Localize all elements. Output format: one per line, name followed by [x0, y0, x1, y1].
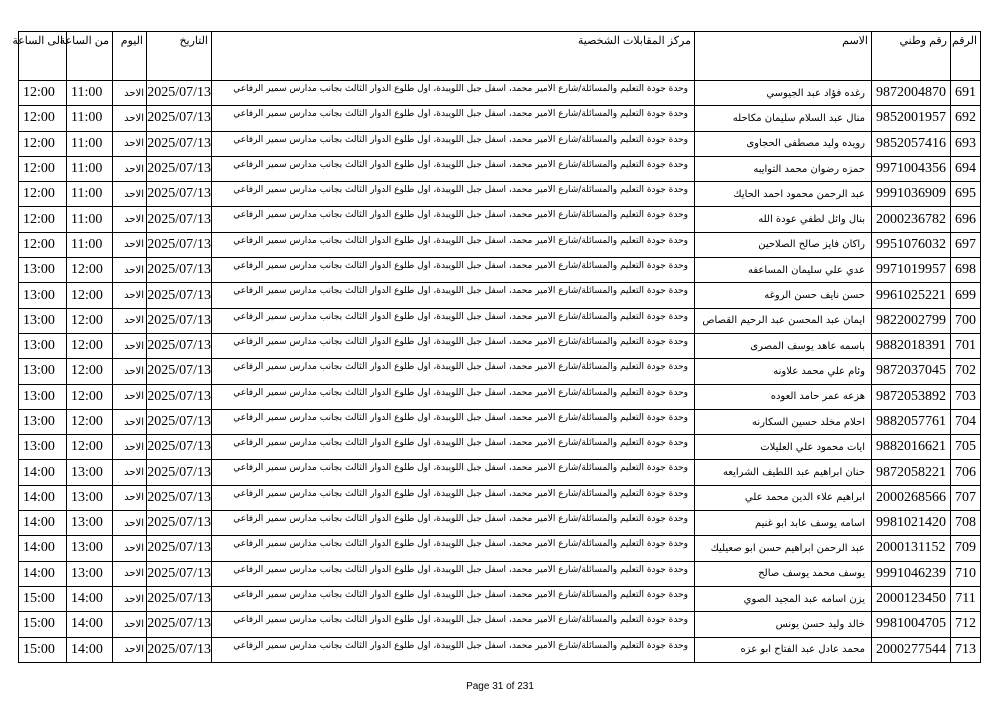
name-cell: اسامه يوسف عابد ابو غنيم [695, 511, 872, 536]
table-row [19, 536, 981, 561]
date-cell: 2025/07/13 [147, 586, 212, 611]
row-number-cell: 711 [951, 586, 981, 611]
to-time-cell: 13:00 [19, 308, 67, 333]
row-number-cell: 713 [951, 637, 981, 662]
row-number-cell: 691 [951, 81, 981, 106]
from-time-cell: 12:00 [67, 359, 113, 384]
day-cell: الاحد [113, 435, 147, 460]
row-number-cell: 706 [951, 460, 981, 485]
from-time-cell: 12:00 [67, 384, 113, 409]
name-cell: راكان فايز صالح الصلاحين [695, 232, 872, 257]
interview-center-cell: وحدة جودة التعليم والمسائلة/شارع الامير محمد، اسفل جبل اللويبدة، اول طلوع الدوار الثالث بجانب مدارس سمير الرفاعي [212, 384, 695, 409]
date-cell: 2025/07/13 [147, 81, 212, 106]
date-cell: 2025/07/13 [147, 106, 212, 131]
header-from: من الساعة [67, 32, 113, 81]
day-cell: الاحد [113, 612, 147, 637]
interview-center-cell: وحدة جودة التعليم والمسائلة/شارع الامير محمد، اسفل جبل اللويبدة، اول طلوع الدوار الثالث بجانب مدارس سمير الرفاعي [212, 359, 695, 384]
day-cell: الاحد [113, 182, 147, 207]
row-number-cell: 708 [951, 511, 981, 536]
date-cell: 2025/07/13 [147, 612, 212, 637]
to-time-cell: 13:00 [19, 258, 67, 283]
day-cell: الاحد [113, 308, 147, 333]
table-row [19, 612, 981, 637]
from-time-cell: 13:00 [67, 460, 113, 485]
date-cell: 2025/07/13 [147, 207, 212, 232]
name-cell: باسمه عاهد يوسف المصرى [695, 333, 872, 358]
interview-center-cell: وحدة جودة التعليم والمسائلة/شارع الامير محمد، اسفل جبل اللويبدة، اول طلوع الدوار الثالث بجانب مدارس سمير الرفاعي [212, 409, 695, 434]
from-time-cell: 11:00 [67, 131, 113, 156]
name-cell: حمزه رضوان محمد التوايبه [695, 156, 872, 181]
row-number-cell: 692 [951, 106, 981, 131]
to-time-cell: 14:00 [19, 561, 67, 586]
day-cell: الاحد [113, 359, 147, 384]
day-cell: الاحد [113, 460, 147, 485]
date-cell: 2025/07/13 [147, 131, 212, 156]
header-num: الرقم [951, 32, 981, 81]
day-cell: الاحد [113, 409, 147, 434]
name-cell: رويده وليد مصطفى الحجاوى [695, 131, 872, 156]
interview-center-cell: وحدة جودة التعليم والمسائلة/شارع الامير محمد، اسفل جبل اللويبدة، اول طلوع الدوار الثالث بجانب مدارس سمير الرفاعي [212, 485, 695, 510]
interview-center-cell: وحدة جودة التعليم والمسائلة/شارع الامير محمد، اسفل جبل اللويبدة، اول طلوع الدوار الثالث بجانب مدارس سمير الرفاعي [212, 156, 695, 181]
interview-center-cell: وحدة جودة التعليم والمسائلة/شارع الامير محمد، اسفل جبل اللويبدة، اول طلوع الدوار الثالث بجانب مدارس سمير الرفاعي [212, 207, 695, 232]
day-cell: الاحد [113, 536, 147, 561]
interview-center-cell: وحدة جودة التعليم والمسائلة/شارع الامير محمد، اسفل جبل اللويبدة، اول طلوع الدوار الثالث بجانب مدارس سمير الرفاعي [212, 308, 695, 333]
national-id-cell: 9981004705 [872, 612, 951, 637]
from-time-cell: 12:00 [67, 283, 113, 308]
name-cell: احلام مخلد حسين السكارنه [695, 409, 872, 434]
national-id-cell: 9991046239 [872, 561, 951, 586]
national-id-cell: 9852001957 [872, 106, 951, 131]
national-id-cell: 9882016621 [872, 435, 951, 460]
date-cell: 2025/07/13 [147, 511, 212, 536]
to-time-cell: 12:00 [19, 182, 67, 207]
date-cell: 2025/07/13 [147, 308, 212, 333]
row-number-cell: 700 [951, 308, 981, 333]
from-time-cell: 11:00 [67, 207, 113, 232]
table-row [19, 409, 981, 434]
row-number-cell: 710 [951, 561, 981, 586]
table-row [19, 333, 981, 358]
name-cell: عدي علي سليمان المساعفه [695, 258, 872, 283]
table-row [19, 511, 981, 536]
day-cell: الاحد [113, 333, 147, 358]
day-cell: الاحد [113, 384, 147, 409]
from-time-cell: 13:00 [67, 511, 113, 536]
table-row [19, 637, 981, 662]
row-number-cell: 712 [951, 612, 981, 637]
row-number-cell: 696 [951, 207, 981, 232]
header-row [19, 32, 981, 81]
to-time-cell: 12:00 [19, 232, 67, 257]
row-number-cell: 695 [951, 182, 981, 207]
date-cell: 2025/07/13 [147, 232, 212, 257]
name-cell: ايمان عبد المحسن عبد الرحيم القصاص [695, 308, 872, 333]
table-row [19, 182, 981, 207]
interview-center-cell: وحدة جودة التعليم والمسائلة/شارع الامير محمد، اسفل جبل اللويبدة، اول طلوع الدوار الثالث بجانب مدارس سمير الرفاعي [212, 182, 695, 207]
national-id-cell: 9981021420 [872, 511, 951, 536]
date-cell: 2025/07/13 [147, 333, 212, 358]
day-cell: الاحد [113, 485, 147, 510]
row-number-cell: 698 [951, 258, 981, 283]
national-id-cell: 2000268566 [872, 485, 951, 510]
from-time-cell: 12:00 [67, 308, 113, 333]
from-time-cell: 13:00 [67, 536, 113, 561]
day-cell: الاحد [113, 586, 147, 611]
header-date: التاريخ [147, 32, 212, 81]
from-time-cell: 14:00 [67, 637, 113, 662]
name-cell: ابراهيم علاء الدين محمد علي [695, 485, 872, 510]
interview-center-cell: وحدة جودة التعليم والمسائلة/شارع الامير محمد، اسفل جبل اللويبدة، اول طلوع الدوار الثالث بجانب مدارس سمير الرفاعي [212, 637, 695, 662]
date-cell: 2025/07/13 [147, 637, 212, 662]
to-time-cell: 12:00 [19, 207, 67, 232]
table-body [19, 81, 981, 663]
national-id-cell: 9882018391 [872, 333, 951, 358]
date-cell: 2025/07/13 [147, 485, 212, 510]
date-cell: 2025/07/13 [147, 409, 212, 434]
day-cell: الاحد [113, 511, 147, 536]
header-name: الاسم [695, 32, 872, 81]
national-id-cell: 9971019957 [872, 258, 951, 283]
to-time-cell: 14:00 [19, 536, 67, 561]
national-id-cell: 9872053892 [872, 384, 951, 409]
row-number-cell: 704 [951, 409, 981, 434]
name-cell: عبد الرحمن محمود احمد الحايك [695, 182, 872, 207]
date-cell: 2025/07/13 [147, 561, 212, 586]
day-cell: الاحد [113, 283, 147, 308]
day-cell: الاحد [113, 106, 147, 131]
interview-center-cell: وحدة جودة التعليم والمسائلة/شارع الامير محمد، اسفل جبل اللويبدة، اول طلوع الدوار الثالث بجانب مدارس سمير الرفاعي [212, 536, 695, 561]
from-time-cell: 13:00 [67, 561, 113, 586]
header-national-id: رقم وطني [872, 32, 951, 81]
name-cell: وئام علي محمد علاونه [695, 359, 872, 384]
header-to: الى الساعة [19, 32, 67, 81]
name-cell: ايات محمود علي العليلات [695, 435, 872, 460]
table-row [19, 283, 981, 308]
row-number-cell: 707 [951, 485, 981, 510]
date-cell: 2025/07/13 [147, 156, 212, 181]
to-time-cell: 14:00 [19, 485, 67, 510]
to-time-cell: 13:00 [19, 333, 67, 358]
to-time-cell: 14:00 [19, 511, 67, 536]
to-time-cell: 15:00 [19, 586, 67, 611]
interview-center-cell: وحدة جودة التعليم والمسائلة/شارع الامير محمد، اسفل جبل اللويبدة، اول طلوع الدوار الثالث بجانب مدارس سمير الرفاعي [212, 435, 695, 460]
from-time-cell: 12:00 [67, 409, 113, 434]
table-row [19, 81, 981, 106]
name-cell: بنال وائل لطفي عودة الله [695, 207, 872, 232]
name-cell: هزعه عمر حامد العوده [695, 384, 872, 409]
row-number-cell: 693 [951, 131, 981, 156]
day-cell: الاحد [113, 156, 147, 181]
page-footer: Page 31 of 231 [466, 681, 534, 692]
from-time-cell: 12:00 [67, 333, 113, 358]
table-row [19, 586, 981, 611]
name-cell: عبد الرحمن ابراهيم حسن ابو صعيليك [695, 536, 872, 561]
from-time-cell: 11:00 [67, 232, 113, 257]
name-cell: رغده فؤاد عبد الجيوسي [695, 81, 872, 106]
row-number-cell: 705 [951, 435, 981, 460]
from-time-cell: 12:00 [67, 435, 113, 460]
table-row [19, 308, 981, 333]
interview-center-cell: وحدة جودة التعليم والمسائلة/شارع الامير محمد، اسفل جبل اللويبدة، اول طلوع الدوار الثالث بجانب مدارس سمير الرفاعي [212, 612, 695, 637]
interview-center-cell: وحدة جودة التعليم والمسائلة/شارع الامير محمد، اسفل جبل اللويبدة، اول طلوع الدوار الثالث بجانب مدارس سمير الرفاعي [212, 106, 695, 131]
interview-center-cell: وحدة جودة التعليم والمسائلة/شارع الامير محمد، اسفل جبل اللويبدة، اول طلوع الدوار الثالث بجانب مدارس سمير الرفاعي [212, 511, 695, 536]
national-id-cell: 9872037045 [872, 359, 951, 384]
row-number-cell: 703 [951, 384, 981, 409]
table-row [19, 258, 981, 283]
national-id-cell: 9991036909 [872, 182, 951, 207]
national-id-cell: 9882057761 [872, 409, 951, 434]
date-cell: 2025/07/13 [147, 384, 212, 409]
to-time-cell: 12:00 [19, 81, 67, 106]
to-time-cell: 13:00 [19, 359, 67, 384]
table-row [19, 131, 981, 156]
interview-center-cell: وحدة جودة التعليم والمسائلة/شارع الامير محمد، اسفل جبل اللويبدة، اول طلوع الدوار الثالث بجانب مدارس سمير الرفاعي [212, 131, 695, 156]
interview-center-cell: وحدة جودة التعليم والمسائلة/شارع الامير محمد، اسفل جبل اللويبدة، اول طلوع الدوار الثالث بجانب مدارس سمير الرفاعي [212, 283, 695, 308]
interview-center-cell: وحدة جودة التعليم والمسائلة/شارع الامير محمد، اسفل جبل اللويبدة، اول طلوع الدوار الثالث بجانب مدارس سمير الرفاعي [212, 232, 695, 257]
name-cell: يوسف محمد يوسف صالح [695, 561, 872, 586]
table-row [19, 384, 981, 409]
national-id-cell: 2000123450 [872, 586, 951, 611]
from-time-cell: 14:00 [67, 612, 113, 637]
from-time-cell: 13:00 [67, 485, 113, 510]
date-cell: 2025/07/13 [147, 536, 212, 561]
national-id-cell: 2000131152 [872, 536, 951, 561]
day-cell: الاحد [113, 207, 147, 232]
interview-center-cell: وحدة جودة التعليم والمسائلة/شارع الامير محمد، اسفل جبل اللويبدة، اول طلوع الدوار الثالث بجانب مدارس سمير الرفاعي [212, 333, 695, 358]
date-cell: 2025/07/13 [147, 460, 212, 485]
national-id-cell: 9872004870 [872, 81, 951, 106]
to-time-cell: 13:00 [19, 283, 67, 308]
interview-center-cell: وحدة جودة التعليم والمسائلة/شارع الامير محمد، اسفل جبل اللويبدة، اول طلوع الدوار الثالث بجانب مدارس سمير الرفاعي [212, 460, 695, 485]
interview-center-cell: وحدة جودة التعليم والمسائلة/شارع الامير محمد، اسفل جبل اللويبدة، اول طلوع الدوار الثالث بجانب مدارس سمير الرفاعي [212, 81, 695, 106]
table-row [19, 460, 981, 485]
date-cell: 2025/07/13 [147, 182, 212, 207]
from-time-cell: 11:00 [67, 106, 113, 131]
national-id-cell: 2000236782 [872, 207, 951, 232]
header-center: مركز المقابلات الشخصية [212, 32, 695, 81]
row-number-cell: 694 [951, 156, 981, 181]
date-cell: 2025/07/13 [147, 359, 212, 384]
from-time-cell: 12:00 [67, 258, 113, 283]
national-id-cell: 9852057416 [872, 131, 951, 156]
date-cell: 2025/07/13 [147, 283, 212, 308]
day-cell: الاحد [113, 131, 147, 156]
from-time-cell: 11:00 [67, 156, 113, 181]
day-cell: الاحد [113, 232, 147, 257]
row-number-cell: 697 [951, 232, 981, 257]
day-cell: الاحد [113, 637, 147, 662]
name-cell: حنان ابراهيم عبد اللطيف الشرايعه [695, 460, 872, 485]
name-cell: حسن نايف حسن الروغه [695, 283, 872, 308]
table-row [19, 485, 981, 510]
to-time-cell: 14:00 [19, 460, 67, 485]
name-cell: محمد عادل عبد الفتاح ابو عزه [695, 637, 872, 662]
row-number-cell: 699 [951, 283, 981, 308]
interview-center-cell: وحدة جودة التعليم والمسائلة/شارع الامير محمد، اسفل جبل اللويبدة، اول طلوع الدوار الثالث بجانب مدارس سمير الرفاعي [212, 258, 695, 283]
to-time-cell: 12:00 [19, 106, 67, 131]
national-id-cell: 2000277544 [872, 637, 951, 662]
to-time-cell: 13:00 [19, 435, 67, 460]
to-time-cell: 15:00 [19, 612, 67, 637]
table-row [19, 156, 981, 181]
from-time-cell: 11:00 [67, 81, 113, 106]
table-row [19, 106, 981, 131]
to-time-cell: 12:00 [19, 156, 67, 181]
national-id-cell: 9951076032 [872, 232, 951, 257]
table-row [19, 207, 981, 232]
day-cell: الاحد [113, 81, 147, 106]
name-cell: يزن اسامه عبد المجيد الصوي [695, 586, 872, 611]
date-cell: 2025/07/13 [147, 258, 212, 283]
from-time-cell: 11:00 [67, 182, 113, 207]
from-time-cell: 14:00 [67, 586, 113, 611]
header-day: اليوم [113, 32, 147, 81]
name-cell: خالد وليد حسن يونس [695, 612, 872, 637]
day-cell: الاحد [113, 561, 147, 586]
to-time-cell: 15:00 [19, 637, 67, 662]
table-row [19, 561, 981, 586]
schedule-table [12, 31, 981, 663]
national-id-cell: 9961025221 [872, 283, 951, 308]
table-row [19, 232, 981, 257]
interview-center-cell: وحدة جودة التعليم والمسائلة/شارع الامير محمد، اسفل جبل اللويبدة، اول طلوع الدوار الثالث بجانب مدارس سمير الرفاعي [212, 561, 695, 586]
to-time-cell: 13:00 [19, 409, 67, 434]
name-cell: منال عبد السلام سليمان مكاحله [695, 106, 872, 131]
row-number-cell: 702 [951, 359, 981, 384]
national-id-cell: 9822002799 [872, 308, 951, 333]
row-number-cell: 701 [951, 333, 981, 358]
to-time-cell: 13:00 [19, 384, 67, 409]
interview-schedule-sheet [12, 31, 980, 663]
date-cell: 2025/07/13 [147, 435, 212, 460]
day-cell: الاحد [113, 258, 147, 283]
national-id-cell: 9971004356 [872, 156, 951, 181]
table-row [19, 435, 981, 460]
national-id-cell: 9872058221 [872, 460, 951, 485]
table-row [19, 359, 981, 384]
row-number-cell: 709 [951, 536, 981, 561]
to-time-cell: 12:00 [19, 131, 67, 156]
interview-center-cell: وحدة جودة التعليم والمسائلة/شارع الامير محمد، اسفل جبل اللويبدة، اول طلوع الدوار الثالث بجانب مدارس سمير الرفاعي [212, 586, 695, 611]
